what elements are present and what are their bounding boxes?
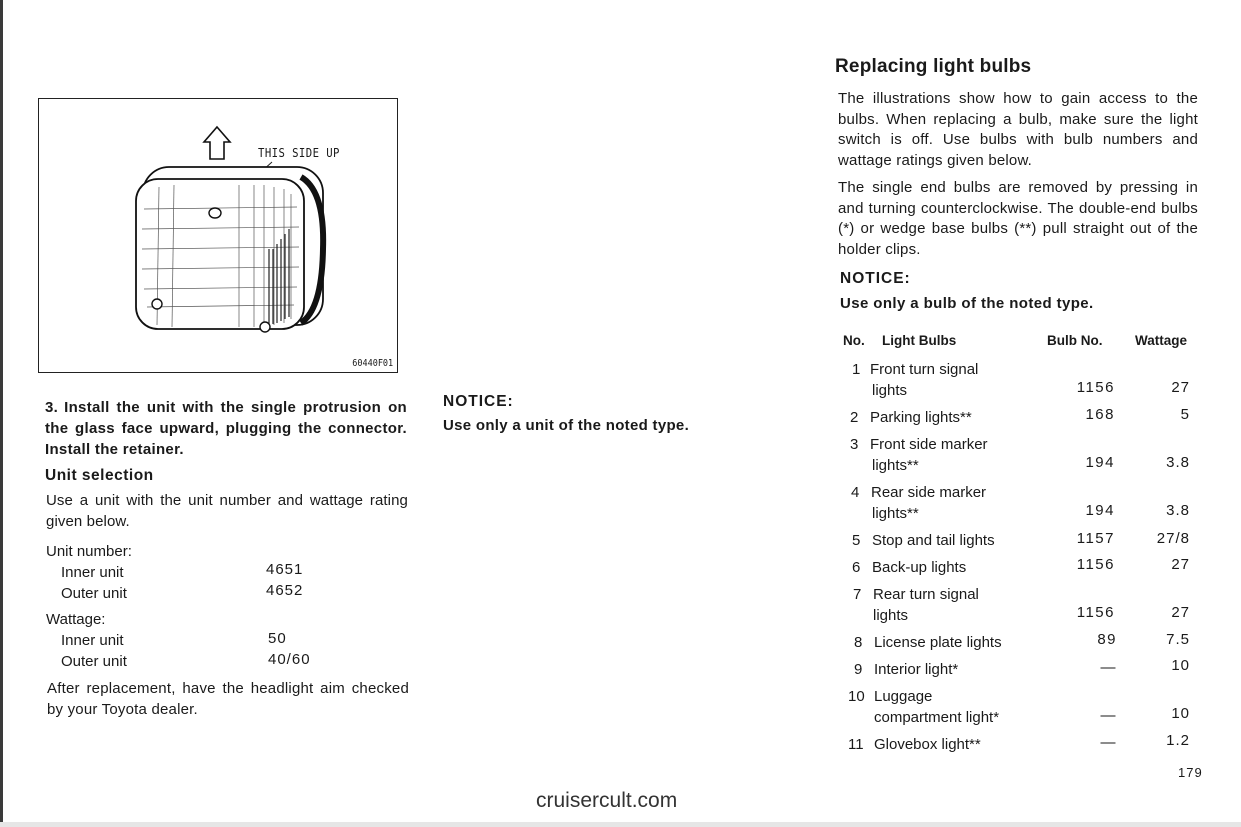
row-name: Rear side marker <box>871 484 987 501</box>
row-name: Back-up lights <box>872 559 967 576</box>
row-name: Stop and tail lights <box>872 532 995 549</box>
mounting-tab-left <box>152 299 162 309</box>
row-bulb-no: 1156 <box>1076 556 1115 573</box>
headlight-illustration <box>38 98 398 373</box>
unit-selection-title: Unit selection <box>45 467 154 484</box>
row-bulb-no: 194 <box>1085 502 1115 519</box>
wattage-label: Wattage: <box>46 611 106 628</box>
install-step <box>45 397 407 460</box>
row-wattage: 1.2 <box>1166 732 1190 749</box>
row-no: 7 <box>853 586 862 603</box>
row-name-cont: compartment light* <box>874 709 1000 726</box>
row-name: Interior light* <box>874 661 959 678</box>
row-wattage: 10 <box>1171 657 1190 674</box>
row-no: 10 <box>848 688 865 705</box>
step-number: 3. <box>45 399 59 416</box>
row-name-cont: lights <box>873 607 909 624</box>
row-bulb-no: 168 <box>1085 406 1115 423</box>
outer-unit-wattage-label: Outer unit <box>61 653 127 670</box>
notice-text: Use only a unit of the noted type. <box>443 417 690 434</box>
row-bulb-no: 1156 <box>1076 604 1115 621</box>
inner-unit-wattage-label: Inner unit <box>61 632 124 649</box>
up-arrow-icon <box>204 127 230 159</box>
row-bulb-no: 1157 <box>1076 530 1115 547</box>
row-no: 3 <box>850 436 859 453</box>
row-no: 2 <box>850 409 859 426</box>
row-no: 4 <box>851 484 860 501</box>
row-name-cont: lights** <box>872 457 919 474</box>
inner-unit-label: Inner unit <box>61 564 124 581</box>
row-wattage: 5 <box>1180 406 1190 423</box>
header-wattage: Wattage <box>1135 333 1188 348</box>
header-no: No. <box>843 333 865 348</box>
row-bulb-no: 1156 <box>1076 379 1115 396</box>
row-bulb-no: — <box>1100 734 1117 751</box>
intro-paragraph: The illustrations show how to gain access to the bulbs. When replacing a bulb, make sure the light switch is off. Use bulbs with bulb numbers and wattage ratings given below. <box>838 90 1198 169</box>
row-no: 6 <box>852 559 861 576</box>
row-wattage: 3.8 <box>1166 502 1190 519</box>
row-name: Front turn signal <box>870 361 979 378</box>
row-wattage: 3.8 <box>1166 454 1190 471</box>
outer-unit-number: 4652 <box>266 582 304 599</box>
figure-code: 60440F01 <box>352 358 393 369</box>
page-bottom-edge <box>0 822 1241 827</box>
row-bulb-no: — <box>1100 707 1117 724</box>
row-no: 11 <box>848 736 864 753</box>
header-bulb-no: Bulb No. <box>1047 333 1103 348</box>
notice-title: NOTICE: <box>443 393 514 410</box>
row-wattage: 7.5 <box>1166 631 1190 648</box>
protrusion-marker <box>209 208 221 218</box>
row-wattage: 27/8 <box>1156 530 1190 547</box>
row-no: 9 <box>854 661 863 678</box>
page-binding-edge <box>0 0 3 827</box>
watermark: cruisercult.com <box>536 789 678 812</box>
row-bulb-no: — <box>1100 659 1117 676</box>
step-text: Install the unit with the single protrusion on the glass face upward, plugging the connector. Install the retainer. <box>45 399 407 458</box>
row-bulb-no: 194 <box>1085 454 1115 471</box>
row-wattage: 10 <box>1171 705 1190 722</box>
row-name: License plate lights <box>874 634 1002 651</box>
unit-selection-text: Use a unit with the unit number and wattage rating given below. <box>46 492 408 530</box>
row-wattage: 27 <box>1171 379 1190 396</box>
bulb-notice-title: NOTICE: <box>840 270 911 287</box>
bulb-notice-text: Use only a bulb of the noted type. <box>840 295 1094 312</box>
row-wattage: 27 <box>1171 604 1190 621</box>
outer-unit-label: Outer unit <box>61 585 127 602</box>
inner-unit-wattage: 50 <box>268 630 287 647</box>
after-replacement-text: After replacement, have the headlight aim checked by your Toyota dealer. <box>47 680 409 718</box>
row-name: Luggage <box>874 688 933 705</box>
row-name: Parking lights** <box>870 409 972 426</box>
row-name-cont: lights** <box>872 505 919 522</box>
removal-paragraph: The single end bulbs are removed by pressing in and turning counterclockwise. The double-end bulbs (*) or wedge base bulbs (**) pull straight out of the holder clips. <box>838 179 1198 258</box>
section-title: Replacing light bulbs <box>835 56 1032 77</box>
mounting-tab-right <box>260 322 270 332</box>
row-wattage: 27 <box>1171 556 1190 573</box>
row-no: 8 <box>854 634 863 651</box>
header-light-bulbs: Light Bulbs <box>882 333 957 348</box>
row-no: 1 <box>852 361 861 378</box>
row-no: 5 <box>852 532 861 549</box>
row-name: Front side marker <box>870 436 988 453</box>
this-side-up-label: THIS SIDE UP <box>258 145 340 160</box>
row-name: Rear turn signal <box>873 586 979 603</box>
row-name: Glovebox light** <box>874 736 981 753</box>
headlight-drawing <box>39 99 399 374</box>
outer-unit-wattage: 40/60 <box>268 651 311 668</box>
inner-unit-number: 4651 <box>266 561 304 578</box>
page-number: 179 <box>1178 765 1203 780</box>
row-name-cont: lights <box>872 382 908 399</box>
row-bulb-no: 89 <box>1097 631 1117 648</box>
unit-number-label: Unit number: <box>46 543 132 560</box>
